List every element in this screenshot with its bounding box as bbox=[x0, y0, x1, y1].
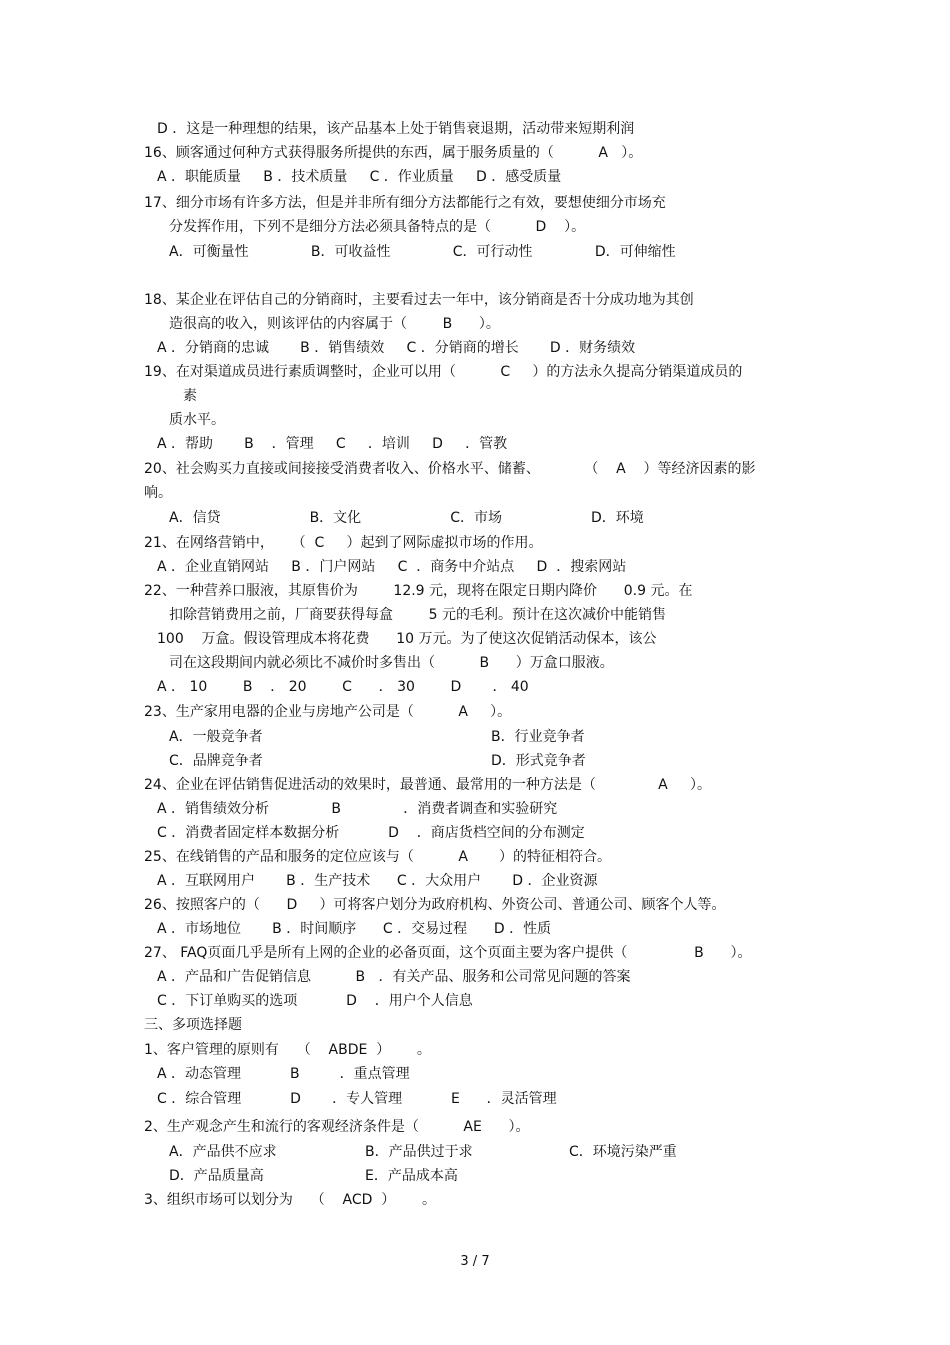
question-16: 16、顾客通过何种方式获得服务所提供的东西，属于服务质量的（ A ）。 bbox=[144, 145, 643, 161]
question-17-cont: 分发挥作用，下列不是细分方法必须具备特点的是（ D ）。 bbox=[169, 219, 586, 235]
options-16: A ．职能质量 B ．技术质量 C ．作业质量 D ．感受质量 bbox=[157, 169, 562, 185]
multi-option-2-b: B．产品供过于求 bbox=[365, 1144, 473, 1160]
question-20: 20、社会购买力直接或间接接受消费者收入、价格水平、储蓄、 （ A ）等经济因素的影 bbox=[144, 461, 756, 477]
section-heading: 三、多项选择题 bbox=[144, 1017, 242, 1033]
multi-question-2: 2、生产观念产生和流行的客观经济条件是（ AE ）。 bbox=[144, 1119, 530, 1135]
page-number: 3 / 7 bbox=[460, 1254, 490, 1269]
question-22-cont: 司在这段期间内就必须比不减价时多售出（ B ）万盒口服液。 bbox=[169, 655, 614, 671]
options-19: A ．帮助 B ．管理 C ．培训 D ．管教 bbox=[157, 436, 508, 452]
question-27: 27、 FAQ页面几乎是所有上网的企业的必备页面，这个页面主要为客户提供（ B ）。 bbox=[144, 945, 752, 961]
option-23-d: D．形式竞争者 bbox=[491, 753, 586, 769]
options-27-ab: A ．产品和广告促销信息 B ．有关产品、服务和公司常见问题的答案 bbox=[157, 969, 631, 985]
options-20: A．信贷 B．文化 C．市场 D．环境 bbox=[169, 510, 644, 526]
options-17: A．可衡量性 B．可收益性 C．可行动性 D．可伸缩性 bbox=[169, 244, 676, 260]
multi-option-2-a: A．产品供不应求 bbox=[169, 1144, 277, 1160]
multi-question-3: 3、组织市场可以划分为 （ ACD ） 。 bbox=[144, 1192, 436, 1208]
text-line: D ．这是一种理想的结果，该产品基本上处于销售衰退期，活动带来短期利润 bbox=[157, 121, 635, 137]
option-23-c: C．品牌竞争者 bbox=[169, 753, 263, 769]
question-22-cont: 扣除营销费用之前，厂商要获得每盒 5 元的毛利。预计在这次减价中能销售 bbox=[169, 607, 666, 623]
options-21: A ．企业直销网站 B ．门户网站 C ．商务中介站点 D ．搜索网站 bbox=[157, 559, 627, 575]
options-22: A ． 10 B ． 20 C ． 30 D ． 40 bbox=[157, 679, 529, 695]
question-19: 19、在对渠道成员进行素质调整时，企业可以用（ C ）的方法永久提高分销渠道成员的 bbox=[144, 364, 743, 380]
question-18: 18、某企业在评估自己的分销商时，主要看过去一年中，该分销商是否十分成功地为其创 bbox=[144, 292, 694, 308]
question-22: 22、一种营养口服液，其原售价为 12.9 元，现将在限定日期内降价 0.9 元。在 bbox=[144, 583, 693, 599]
options-24-cd: C ．消费者固定样本数据分析 D ．商店货档空间的分布测定 bbox=[157, 825, 585, 841]
question-24: 24、企业在评估销售促进活动的效果时，最普通、最常用的一种方法是（ A ）。 bbox=[144, 777, 711, 793]
options-27-cd: C ．下订单购买的选项 D ．用户个人信息 bbox=[157, 993, 473, 1009]
question-18-cont: 造很高的收入，则该评估的内容属于（ B ）。 bbox=[169, 316, 500, 332]
options-25: A ．互联网用户 B ．生产技术 C ．大众用户 D ．企业资源 bbox=[157, 873, 598, 889]
options-26: A ．市场地位 B ．时间顺序 C ．交易过程 D ．性质 bbox=[157, 921, 552, 937]
options-18: A ．分销商的忠诚 B ．销售绩效 C ．分销商的增长 D ．财务绩效 bbox=[157, 340, 636, 356]
multi-option-2-d: D．产品质量高 bbox=[169, 1168, 264, 1184]
options-24-ab: A ．销售绩效分析 B ．消费者调查和实验研究 bbox=[157, 801, 558, 817]
question-17: 17、细分市场有许多方法，但是并非所有细分方法都能行之有效，要想使细分市场充 bbox=[144, 195, 666, 211]
question-20-cont: 响。 bbox=[144, 485, 172, 501]
question-26: 26、按照客户的（ D ）可将客户划分为政府机构、外资公司、普通公司、顾客个人等。 bbox=[144, 897, 726, 913]
question-25: 25、在线销售的产品和服务的定位应该与（ A ）的特征相符合。 bbox=[144, 849, 612, 865]
multi-options-1-cde: C ．综合管理 D ．专人管理 E ．灵活管理 bbox=[157, 1091, 557, 1107]
question-23: 23、生产家用电器的企业与房地产公司是（ A ）。 bbox=[144, 704, 512, 720]
question-19-cont: 质水平。 bbox=[169, 412, 225, 428]
question-21: 21、在网络营销中， （ C ）起到了网际虚拟市场的作用。 bbox=[144, 535, 543, 551]
option-23-b: B．行业竞争者 bbox=[491, 729, 585, 745]
option-23-a: A．一般竞争者 bbox=[169, 729, 263, 745]
multi-option-2-c: C．环境污染严重 bbox=[569, 1144, 677, 1160]
multi-option-2-e: E．产品成本高 bbox=[365, 1168, 458, 1184]
question-19-cont: 素 bbox=[183, 388, 197, 404]
multi-options-1-ab: A ．动态管理 B ．重点管理 bbox=[157, 1066, 410, 1082]
question-22-cont: 100 万盒。假设管理成本将花费 10 万元。为了使这次促销活动保本，该公 bbox=[157, 631, 657, 647]
multi-question-1: 1、客户管理的原则有 （ ABDE ） 。 bbox=[144, 1042, 431, 1058]
